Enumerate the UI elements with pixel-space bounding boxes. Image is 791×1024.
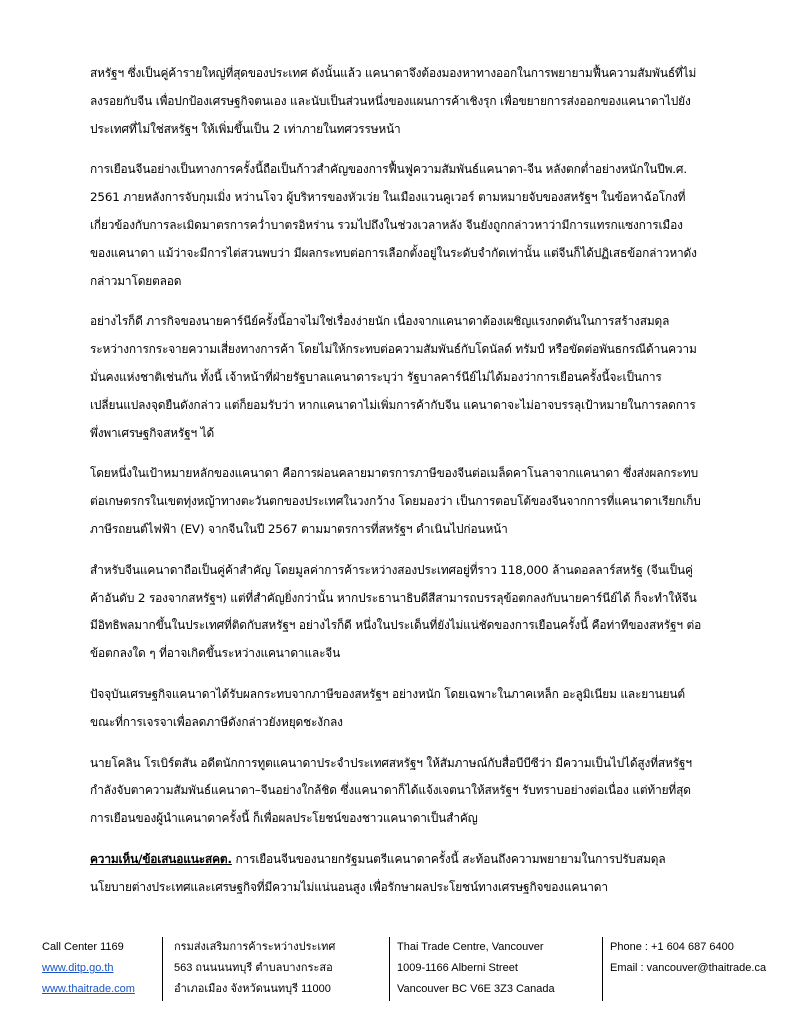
ditp-link[interactable]: www.ditp.go.th <box>42 962 114 974</box>
opinion-text: การเยือนจีนของนายกรัฐมนตรีแคนาดาครั้งนี้ สะท้อนถึงความพยายามในการปรับสมดุลนโยบายต่างประเทศและเศรษฐกิจที่มีความไม่แน่นอนสูง เพื่อรักษาผลประโยชน์ทางเศรษฐกิจของแคนาดา <box>90 851 666 894</box>
footer-phone-email <box>602 937 766 1001</box>
address-line: กรมส่งเสริมการค้าระหว่างประเทศ <box>174 941 336 953</box>
document-body <box>90 60 702 915</box>
paragraph: สำหรับจีนแคนาดาถือเป็นคู่ค้าสำคัญ โดยมูลค่าการค้าระหว่างสองประเทศอยู่ที่ราว 118,000 ล้านดอลลาร์สหรัฐ (จีนเป็นคู่ค้าอันดับ 2 รองจากสหรัฐฯ) แต่ที่สำคัญยิ่งกว่านั้น หากประธานาธิบดีสีสามารถบรรลุข้อตกลงกับนายคาร์นีย์ได้ ก็จะทำให้จีนมีอิทธิพลมากขึ้นในประเทศที่ติดกับสหรัฐฯ อย่างไรก็ดี หนึ่งในประเด็นที่ยังไม่แน่ชัดของการเยือนครั้งนี้ คือท่าทีของสหรัฐฯ ต่อข้อตกลงใด ๆ ที่อาจเกิดขึ้นระหว่างแคนาดาและจีน <box>90 562 702 661</box>
phone: Phone : +1 604 687 6400 <box>610 941 734 953</box>
call-center: Call Center 1169 <box>42 941 124 953</box>
address-line: Vancouver BC V6E 3Z3 Canada <box>397 983 555 995</box>
opinion-paragraph <box>90 846 702 902</box>
opinion-label: ความเห็น/ข้อเสนอแนะสคต. <box>90 851 232 866</box>
footer-contact-column <box>42 937 135 1001</box>
paragraph: โดยหนึ่งในเป้าหมายหลักของแคนาดา คือการผ่อนคลายมาตรการภาษีของจีนต่อเมล็ดคาโนลาจากแคนาดา ซึ่งส่งผลกระทบต่อเกษตรกรในเขตทุ่งหญ้าทางตะวันตกของประเทศในวงกว้าง โดยมองว่า เป็นการตอบโต้ของจีนจากการที่แคนาดาเรียกเก็บภาษีรถยนต์ไฟฟ้า (EV) จากจีนในปี 2567 ตามมาตรการที่สหรัฐฯ ดำเนินไปก่อนหน้า <box>90 466 701 536</box>
footer-ditp-address <box>162 937 335 1001</box>
address-line: Thai Trade Centre, Vancouver <box>397 941 544 953</box>
footer-office-address <box>389 937 555 1001</box>
paragraph: ปัจจุบันเศรษฐกิจแคนาดาได้รับผลกระทบจากภาษีของสหรัฐฯ อย่างหนัก โดยเฉพาะในภาคเหล็ก อะลูมิเนียม และยานยนต์ ขณะที่การเจรจาเพื่อลดภาษีดังกล่าวยังหยุดชะงักลง <box>90 686 685 729</box>
address-line: 1009-1166 Alberni Street <box>397 962 518 974</box>
paragraph: นายโคลิน โรเบิร์ตสัน อดีตนักการทูตแคนาดาประจำประเทศสหรัฐฯ ให้สัมภาษณ์กับสื่อบีบีซีว่า มีความเป็นไปได้สูงที่สหรัฐฯ กำลังจับตาความสัมพันธ์แคนาดา–จีนอย่างใกล้ชิด ซึ่งแคนาดาก็ได้แจ้งเจตนาให้สหรัฐฯ รับทราบอย่างต่อเนื่อง แต่ท้ายที่สุด การเยือนของผู้นำแคนาดาครั้งนี้ ก็เพื่อผลประโยชน์ของชาวแคนาดาเป็นสำคัญ <box>90 755 692 826</box>
thaitrade-link[interactable]: www.thaitrade.com <box>42 983 135 995</box>
email: Email : vancouver@thaitrade.ca <box>610 962 767 974</box>
page-footer <box>42 937 777 1001</box>
paragraph: สหรัฐฯ ซึ่งเป็นคู่ค้ารายใหญ่ที่สุดของประเทศ ดังนั้นแล้ว แคนาดาจึงต้องมองหาทางออกในการพยายามฟื้นความสัมพันธ์ที่ไม่ลงรอยกับจีน เพื่อปกป้องเศรษฐกิจตนเอง และนับเป็นส่วนหนึ่งของแผนการค้าเชิงรุก เพื่อขยายการส่งออกของแคนาดาไปยังประเทศที่ไม่ใช่สหรัฐฯ ให้เพิ่มขึ้นเป็น 2 เท่าภายในทศวรรษหน้า <box>90 66 697 136</box>
address-line: อำเภอเมือง จังหวัดนนทบุรี 11000 <box>174 983 331 995</box>
paragraph: อย่างไรก็ดี ภารกิจของนายคาร์นีย์ครั้งนี้อาจไม่ใช่เรื่องง่ายนัก เนื่องจากแคนาดาต้องเผชิญแรงกดดันในการสร้างสมดุลระหว่างการกระจายความเสี่ยงทางการค้า โดยไม่ให้กระทบต่อความสัมพันธ์กับโดนัลด์ ทรัมป์ หรือขัดต่อพันธกรณีด้านความมั่นคงแห่งชาติเช่นกัน ทั้งนี้ เจ้าหน้าที่ฝ่ายรัฐบาลแคนาดาระบุว่า รัฐบาลคาร์นีย์ไม่ได้มองว่าการเยือนครั้งนี้จะเป็นการเปลี่ยนแปลงจุดยืนดังกล่าว แต่ก็ยอมรับว่า หากแคนาดาไม่เพิ่มการค้ากับจีน แคนาดาจะไม่อาจบรรลุเป้าหมายในการลดการพึ่งพาเศรษฐกิจสหรัฐฯ ได้ <box>90 314 697 440</box>
paragraph: การเยือนจีนอย่างเป็นทางการครั้งนี้ถือเป็นก้าวสำคัญของการฟื้นฟูความสัมพันธ์แคนาดา-จีน หลังตกต่ำอย่างหนักในปีพ.ศ. 2561 ภายหลังการจับกุมเมิ่ง หว่านโจว ผู้บริหารของหัวเว่ย ในเมืองแวนคูเวอร์ ตามหมายจับของสหรัฐฯ ในข้อหาฉ้อโกงที่เกี่ยวข้องกับการละเมิดมาตรการคว่ำบาตรอิหร่าน รวมไปถึงในช่วงเวลาหลัง จีนยังถูกกล่าวหาว่ามีการแทรกแซงการเมืองของแคนาดา แม้ว่าจะมีการไต่สวนพบว่า มีผลกระทบต่อการเลือกตั้งอยู่ในระดับจำกัดเท่านั้น แต่จีนก็ได้ปฏิเสธข้อกล่าวหาดังกล่าวมาโดยตลอด <box>90 162 697 288</box>
address-line: 563 ถนนนนทบุรี ตำบลบางกระสอ <box>174 962 333 974</box>
